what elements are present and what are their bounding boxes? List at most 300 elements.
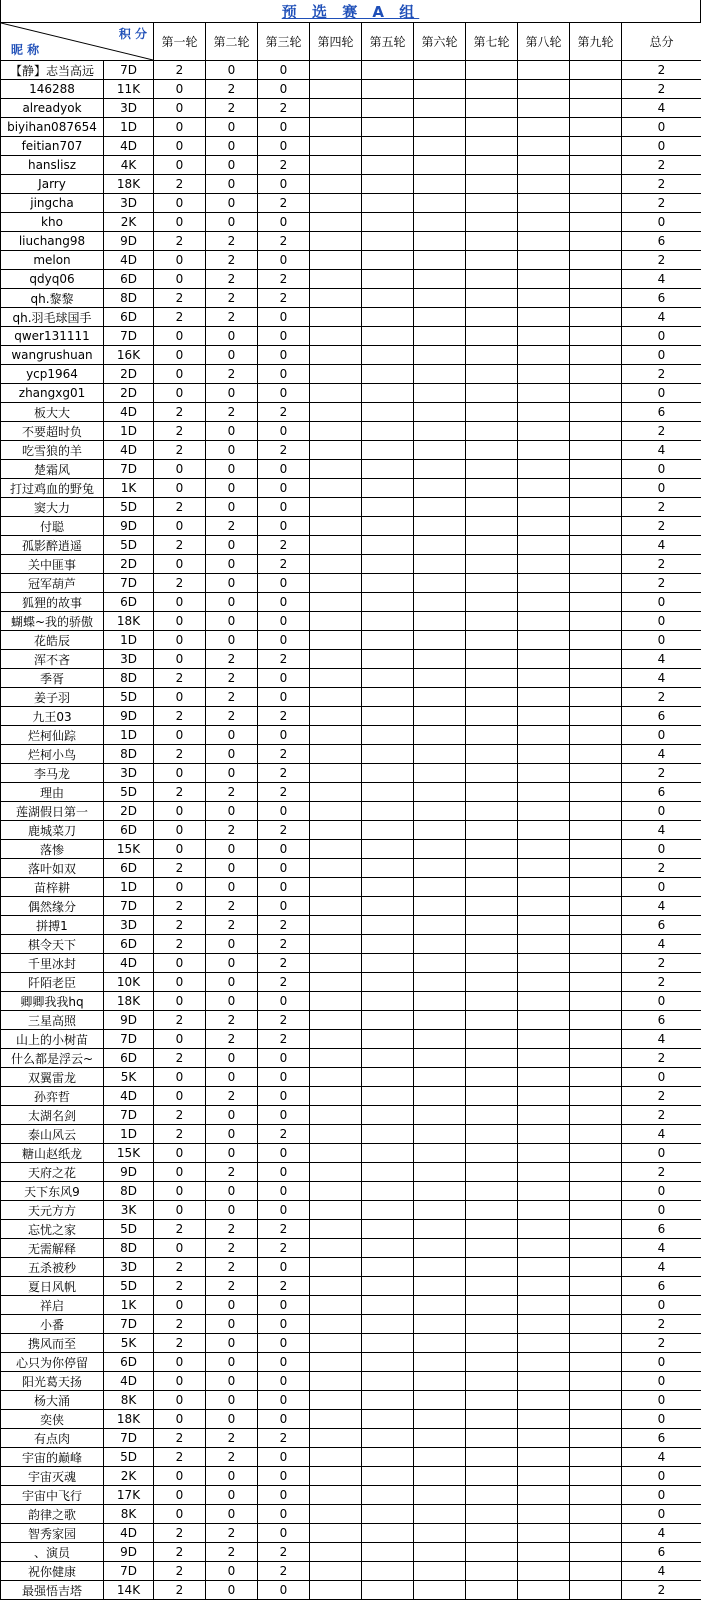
round-score-6 xyxy=(414,1163,466,1182)
round-score-2: 2 xyxy=(206,1524,258,1543)
round-score-8 xyxy=(518,992,570,1011)
round-score-6 xyxy=(414,1353,466,1372)
player-rank: 2K xyxy=(104,213,154,232)
round-score-2: 2 xyxy=(206,897,258,916)
player-rank: 18K xyxy=(104,175,154,194)
round-score-1: 0 xyxy=(154,802,206,821)
round-score-9 xyxy=(570,536,622,555)
round-score-8 xyxy=(518,935,570,954)
round-score-4 xyxy=(310,99,362,118)
round-score-4 xyxy=(310,631,362,650)
total-score: 2 xyxy=(622,498,701,517)
round-score-9 xyxy=(570,1372,622,1391)
table-row xyxy=(1,422,701,441)
round-score-9 xyxy=(570,1296,622,1315)
player-rank: 14K xyxy=(104,1581,154,1600)
round-score-2: 2 xyxy=(206,1220,258,1239)
round-score-2: 0 xyxy=(206,61,258,80)
total-score: 2 xyxy=(622,1106,701,1125)
round-score-3: 2 xyxy=(258,1220,310,1239)
player-rank: 18K xyxy=(104,992,154,1011)
round-score-1: 2 xyxy=(154,935,206,954)
round-score-6 xyxy=(414,973,466,992)
round-score-2: 2 xyxy=(206,99,258,118)
round-score-4 xyxy=(310,574,362,593)
round-score-7 xyxy=(466,1106,518,1125)
round-score-6 xyxy=(414,878,466,897)
player-name: 天下东风9 xyxy=(1,1182,104,1201)
table-row xyxy=(1,365,701,384)
round-score-4 xyxy=(310,593,362,612)
round-score-7 xyxy=(466,1524,518,1543)
round-score-4 xyxy=(310,517,362,536)
round-score-7 xyxy=(466,1087,518,1106)
round-score-7 xyxy=(466,1372,518,1391)
round-score-2: 0 xyxy=(206,593,258,612)
player-rank: 11K xyxy=(104,80,154,99)
total-score: 4 xyxy=(622,1030,701,1049)
table-row xyxy=(1,441,701,460)
round-score-7 xyxy=(466,631,518,650)
round-score-3: 2 xyxy=(258,650,310,669)
round-score-2: 2 xyxy=(206,783,258,802)
round-score-4 xyxy=(310,1543,362,1562)
round-score-4 xyxy=(310,1467,362,1486)
player-rank: 7D xyxy=(104,897,154,916)
round-score-8 xyxy=(518,99,570,118)
total-score: 2 xyxy=(622,973,701,992)
total-score: 2 xyxy=(622,1163,701,1182)
player-rank: 3D xyxy=(104,1258,154,1277)
round-score-9 xyxy=(570,1410,622,1429)
round-score-1: 0 xyxy=(154,1353,206,1372)
total-score: 0 xyxy=(622,1410,701,1429)
round-score-6 xyxy=(414,270,466,289)
total-score: 2 xyxy=(622,1334,701,1353)
round-score-3: 0 xyxy=(258,1106,310,1125)
round-score-1: 2 xyxy=(154,289,206,308)
player-name: 阡陌老臣 xyxy=(1,973,104,992)
round-score-8 xyxy=(518,1524,570,1543)
table-row xyxy=(1,1315,701,1334)
round-score-3: 0 xyxy=(258,1315,310,1334)
round-score-7 xyxy=(466,973,518,992)
player-name: 韵律之歌 xyxy=(1,1505,104,1524)
player-name: 狐狸的故事 xyxy=(1,593,104,612)
round-score-1: 0 xyxy=(154,1410,206,1429)
round-score-6 xyxy=(414,707,466,726)
round-score-6 xyxy=(414,574,466,593)
table-row xyxy=(1,156,701,175)
round-score-7 xyxy=(466,365,518,384)
round-score-8 xyxy=(518,593,570,612)
round-score-2: 2 xyxy=(206,517,258,536)
round-score-3: 0 xyxy=(258,80,310,99)
round-score-5 xyxy=(362,688,414,707)
round-score-2: 0 xyxy=(206,1391,258,1410)
round-score-4 xyxy=(310,821,362,840)
round-score-8 xyxy=(518,1581,570,1600)
player-rank: 8K xyxy=(104,1505,154,1524)
round-score-6 xyxy=(414,916,466,935)
round-score-2: 0 xyxy=(206,1201,258,1220)
round-score-5 xyxy=(362,1486,414,1505)
round-score-1: 0 xyxy=(154,80,206,99)
table-row xyxy=(1,289,701,308)
table-row xyxy=(1,707,701,726)
round-score-4 xyxy=(310,1505,362,1524)
round-score-6 xyxy=(414,726,466,745)
round-score-8 xyxy=(518,270,570,289)
round-score-2: 0 xyxy=(206,441,258,460)
player-name: 宇宙中飞行 xyxy=(1,1486,104,1505)
table-row xyxy=(1,232,701,251)
player-name: 智秀家园 xyxy=(1,1524,104,1543)
round-score-4 xyxy=(310,650,362,669)
round-score-6 xyxy=(414,840,466,859)
player-rank: 1D xyxy=(104,878,154,897)
round-score-2: 2 xyxy=(206,403,258,422)
round-score-5 xyxy=(362,289,414,308)
round-score-5 xyxy=(362,1315,414,1334)
player-rank: 9D xyxy=(104,1163,154,1182)
total-score: 2 xyxy=(622,764,701,783)
round-score-1: 0 xyxy=(154,764,206,783)
round-score-5 xyxy=(362,802,414,821)
total-score: 6 xyxy=(622,403,701,422)
table-row xyxy=(1,536,701,555)
round-score-3: 0 xyxy=(258,1182,310,1201)
round-score-4 xyxy=(310,1410,362,1429)
round-score-5 xyxy=(362,327,414,346)
table-row xyxy=(1,1562,701,1581)
round-score-2: 0 xyxy=(206,1125,258,1144)
round-score-2: 2 xyxy=(206,1448,258,1467)
player-rank: 5D xyxy=(104,783,154,802)
round-score-7 xyxy=(466,1144,518,1163)
total-score: 2 xyxy=(622,1315,701,1334)
round-score-6 xyxy=(414,745,466,764)
table-row xyxy=(1,1144,701,1163)
round-score-5 xyxy=(362,1144,414,1163)
player-name: 烂柯仙踪 xyxy=(1,726,104,745)
round-score-9 xyxy=(570,99,622,118)
table-row xyxy=(1,1543,701,1562)
total-score: 6 xyxy=(622,783,701,802)
table-row xyxy=(1,973,701,992)
player-rank: 5D xyxy=(104,1220,154,1239)
round-score-9 xyxy=(570,61,622,80)
player-rank: 18K xyxy=(104,1410,154,1429)
round-score-9 xyxy=(570,194,622,213)
round-score-8 xyxy=(518,61,570,80)
table-row xyxy=(1,1467,701,1486)
round-score-4 xyxy=(310,1106,362,1125)
round-score-8 xyxy=(518,384,570,403)
table-row xyxy=(1,1372,701,1391)
player-rank: 8D xyxy=(104,1239,154,1258)
round-score-8 xyxy=(518,251,570,270)
round-score-3: 0 xyxy=(258,384,310,403)
round-score-5 xyxy=(362,1049,414,1068)
round-score-3: 0 xyxy=(258,669,310,688)
player-name: 卿卿我我hq xyxy=(1,992,104,1011)
table-row xyxy=(1,1448,701,1467)
table-row xyxy=(1,270,701,289)
round-score-8 xyxy=(518,137,570,156)
total-score: 0 xyxy=(622,593,701,612)
table-row xyxy=(1,327,701,346)
table-row xyxy=(1,61,701,80)
round-score-2: 0 xyxy=(206,878,258,897)
player-rank: 1K xyxy=(104,1296,154,1315)
total-score: 0 xyxy=(622,460,701,479)
round-score-4 xyxy=(310,270,362,289)
round-score-4 xyxy=(310,175,362,194)
round-score-2: 2 xyxy=(206,688,258,707)
round-score-2: 0 xyxy=(206,726,258,745)
player-name: 季胥 xyxy=(1,669,104,688)
round-score-5 xyxy=(362,707,414,726)
round-score-6 xyxy=(414,1144,466,1163)
round-score-7 xyxy=(466,1315,518,1334)
round-score-8 xyxy=(518,1334,570,1353)
player-name: 有点肉 xyxy=(1,1429,104,1448)
round-score-2: 0 xyxy=(206,935,258,954)
round-score-8 xyxy=(518,422,570,441)
round-score-8 xyxy=(518,1410,570,1429)
round-score-6 xyxy=(414,403,466,422)
round-score-9 xyxy=(570,783,622,802)
round-score-1: 0 xyxy=(154,878,206,897)
round-score-7 xyxy=(466,137,518,156)
table-row xyxy=(1,688,701,707)
round-score-9 xyxy=(570,650,622,669)
table-row xyxy=(1,346,701,365)
round-score-5 xyxy=(362,1182,414,1201)
round-score-7 xyxy=(466,403,518,422)
player-rank: 4D xyxy=(104,1372,154,1391)
round-score-1: 2 xyxy=(154,1220,206,1239)
round-score-7 xyxy=(466,593,518,612)
round-score-1: 0 xyxy=(154,1201,206,1220)
round-score-6 xyxy=(414,802,466,821)
round-score-6 xyxy=(414,1011,466,1030)
round-header-8: 第八轮 xyxy=(518,23,570,61)
player-name: 莲湖假日第一 xyxy=(1,802,104,821)
round-score-9 xyxy=(570,574,622,593)
round-score-9 xyxy=(570,1543,622,1562)
table-row xyxy=(1,1391,701,1410)
player-name: 蝴蝶~我的骄傲 xyxy=(1,612,104,631)
player-name: 关中匪事 xyxy=(1,555,104,574)
round-score-8 xyxy=(518,441,570,460)
round-score-3: 2 xyxy=(258,1125,310,1144)
player-rank: 15K xyxy=(104,840,154,859)
round-score-2: 2 xyxy=(206,1087,258,1106)
player-name: 孤影醉逍遥 xyxy=(1,536,104,555)
round-score-5 xyxy=(362,1467,414,1486)
round-score-5 xyxy=(362,973,414,992)
round-score-2: 2 xyxy=(206,1163,258,1182)
player-name: 楚霜风 xyxy=(1,460,104,479)
player-rank: 4D xyxy=(104,1524,154,1543)
round-score-4 xyxy=(310,992,362,1011)
round-score-7 xyxy=(466,460,518,479)
player-name: 板大大 xyxy=(1,403,104,422)
total-score: 0 xyxy=(622,1467,701,1486)
round-score-9 xyxy=(570,1391,622,1410)
round-score-4 xyxy=(310,441,362,460)
round-score-9 xyxy=(570,118,622,137)
round-score-4 xyxy=(310,669,362,688)
round-score-8 xyxy=(518,745,570,764)
player-rank: 5K xyxy=(104,1068,154,1087)
table-row xyxy=(1,878,701,897)
round-score-3: 2 xyxy=(258,555,310,574)
round-score-1: 2 xyxy=(154,498,206,517)
round-score-1: 2 xyxy=(154,783,206,802)
round-score-9 xyxy=(570,878,622,897)
round-score-6 xyxy=(414,156,466,175)
round-score-5 xyxy=(362,1562,414,1581)
round-score-7 xyxy=(466,289,518,308)
round-score-7 xyxy=(466,213,518,232)
total-score: 2 xyxy=(622,156,701,175)
round-score-7 xyxy=(466,251,518,270)
round-score-8 xyxy=(518,327,570,346)
player-name: 阳光葛天扬 xyxy=(1,1372,104,1391)
round-score-6 xyxy=(414,80,466,99)
player-name: feitian707 xyxy=(1,137,104,156)
round-score-3: 0 xyxy=(258,175,310,194)
round-score-3: 2 xyxy=(258,289,310,308)
round-score-5 xyxy=(362,1220,414,1239)
round-score-1: 2 xyxy=(154,1315,206,1334)
round-score-2: 2 xyxy=(206,232,258,251)
round-score-2: 0 xyxy=(206,460,258,479)
round-score-5 xyxy=(362,441,414,460)
player-name: 泰山风云 xyxy=(1,1125,104,1144)
round-score-6 xyxy=(414,593,466,612)
round-score-9 xyxy=(570,745,622,764)
table-row xyxy=(1,1429,701,1448)
table-row xyxy=(1,1581,701,1600)
round-score-8 xyxy=(518,1201,570,1220)
round-score-7 xyxy=(466,688,518,707)
total-score: 6 xyxy=(622,1011,701,1030)
round-score-1: 2 xyxy=(154,1543,206,1562)
total-score: 0 xyxy=(622,118,701,137)
player-rank: 6D xyxy=(104,593,154,612)
table-row xyxy=(1,517,701,536)
round-header-4: 第四轮 xyxy=(310,23,362,61)
round-score-5 xyxy=(362,1353,414,1372)
round-score-8 xyxy=(518,1543,570,1562)
player-rank: 9D xyxy=(104,232,154,251)
round-score-5 xyxy=(362,992,414,1011)
player-name: 打过鸡血的野兔 xyxy=(1,479,104,498)
table-row xyxy=(1,669,701,688)
round-score-8 xyxy=(518,1467,570,1486)
round-score-2: 0 xyxy=(206,327,258,346)
round-score-5 xyxy=(362,631,414,650)
table-row xyxy=(1,1410,701,1429)
round-score-3: 0 xyxy=(258,1467,310,1486)
round-score-9 xyxy=(570,821,622,840)
player-name: 落惨 xyxy=(1,840,104,859)
round-score-1: 2 xyxy=(154,422,206,441)
player-name: 、演员 xyxy=(1,1543,104,1562)
round-score-3: 2 xyxy=(258,707,310,726)
table-row xyxy=(1,1030,701,1049)
round-score-1: 2 xyxy=(154,1448,206,1467)
round-score-2: 0 xyxy=(206,1353,258,1372)
player-rank: 17K xyxy=(104,1486,154,1505)
player-rank: 6D xyxy=(104,821,154,840)
player-rank: 3D xyxy=(104,99,154,118)
player-name: qwer131111 xyxy=(1,327,104,346)
player-name: wangrushuan xyxy=(1,346,104,365)
round-score-9 xyxy=(570,270,622,289)
player-name: 窦大力 xyxy=(1,498,104,517)
round-score-4 xyxy=(310,1562,362,1581)
round-score-7 xyxy=(466,1163,518,1182)
round-score-7 xyxy=(466,479,518,498)
total-score: 0 xyxy=(622,1182,701,1201)
round-score-7 xyxy=(466,1125,518,1144)
total-score: 0 xyxy=(622,213,701,232)
round-score-6 xyxy=(414,536,466,555)
round-score-7 xyxy=(466,1201,518,1220)
round-score-7 xyxy=(466,517,518,536)
round-score-9 xyxy=(570,764,622,783)
round-score-3: 2 xyxy=(258,1239,310,1258)
round-score-3: 0 xyxy=(258,1144,310,1163)
round-score-3: 0 xyxy=(258,1087,310,1106)
round-score-2: 0 xyxy=(206,213,258,232)
round-score-9 xyxy=(570,1505,622,1524)
round-score-5 xyxy=(362,498,414,517)
round-score-3: 2 xyxy=(258,232,310,251)
total-score: 2 xyxy=(622,859,701,878)
round-score-1: 0 xyxy=(154,1182,206,1201)
round-score-1: 0 xyxy=(154,1030,206,1049)
round-score-6 xyxy=(414,1467,466,1486)
round-score-6 xyxy=(414,1239,466,1258)
player-rank: 1D xyxy=(104,422,154,441)
player-name: melon xyxy=(1,251,104,270)
player-name: 糖山赵纸龙 xyxy=(1,1144,104,1163)
round-score-1: 0 xyxy=(154,1296,206,1315)
round-score-7 xyxy=(466,1467,518,1486)
round-score-5 xyxy=(362,346,414,365)
player-rank: 6D xyxy=(104,1049,154,1068)
round-score-7 xyxy=(466,954,518,973)
player-rank: 7D xyxy=(104,574,154,593)
player-rank: 4D xyxy=(104,1087,154,1106)
round-score-5 xyxy=(362,764,414,783)
table-row xyxy=(1,384,701,403)
player-rank: 7D xyxy=(104,1315,154,1334)
round-score-5 xyxy=(362,422,414,441)
round-score-3: 2 xyxy=(258,403,310,422)
total-score: 0 xyxy=(622,802,701,821)
player-rank: 9D xyxy=(104,707,154,726)
round-score-8 xyxy=(518,289,570,308)
round-score-6 xyxy=(414,935,466,954)
round-score-3: 2 xyxy=(258,916,310,935)
